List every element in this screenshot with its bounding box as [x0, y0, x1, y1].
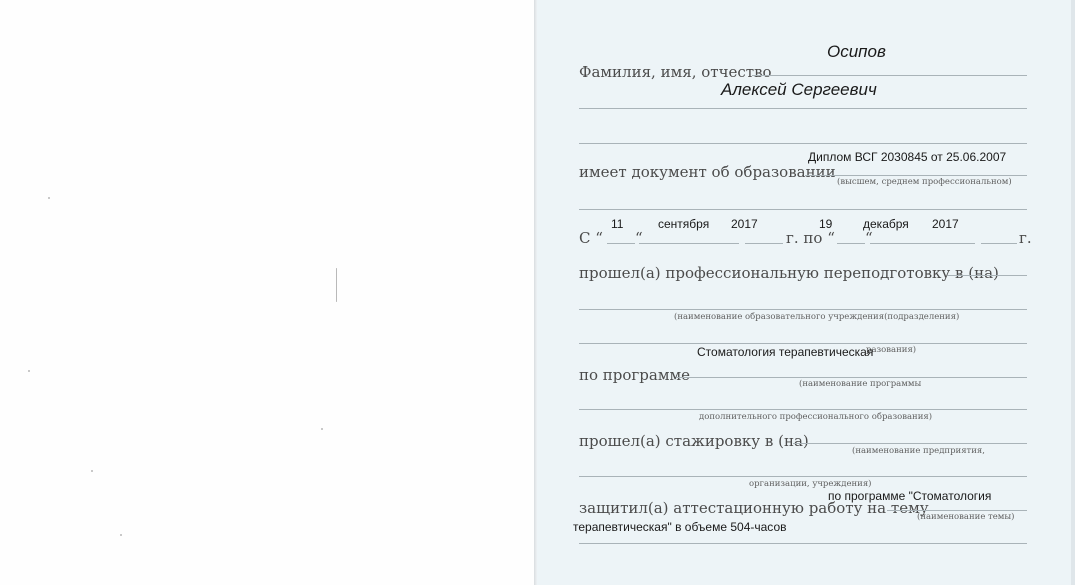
program-value: Стоматология терапевтическая	[697, 345, 874, 359]
rule-line	[870, 243, 975, 244]
from-day: 11	[611, 217, 624, 231]
enterprise-hint: (наименование предприятия,	[852, 446, 985, 456]
internship-label: прошел(а) стажировку в (на)	[579, 432, 809, 450]
retraining-label: прошел(а) профессиональную переподготовку в (на)	[579, 264, 999, 282]
date-from-prefix: С “	[579, 229, 603, 247]
rule-line	[745, 243, 783, 244]
rule-line	[837, 243, 865, 244]
rule-line	[579, 309, 1027, 310]
left-page-blank	[0, 0, 535, 585]
rule-line	[579, 543, 1027, 544]
scan-speck	[321, 428, 323, 430]
thesis-label: защитил(а) аттестационную работу на тему	[579, 499, 929, 517]
scan-speck	[336, 268, 337, 302]
to-year: 2017	[932, 217, 959, 231]
given-names-value: Алексей Сергеевич	[721, 80, 877, 99]
date-year-suffix: г.	[1019, 229, 1032, 247]
rule-line	[579, 108, 1027, 109]
rule-line	[947, 275, 1027, 276]
rule-line	[579, 343, 1027, 344]
program-hint: (наименование программы	[799, 379, 922, 389]
rule-line	[752, 75, 1027, 76]
rule-line	[579, 209, 1027, 210]
thesis-value-line-2: терапевтическая" в объеме 504-часов	[573, 520, 787, 534]
full-name-label: Фамилия, имя, отчество	[579, 63, 772, 81]
to-month: декабря	[863, 217, 909, 231]
thesis-hint: (наименование темы)	[917, 512, 1015, 522]
education-hint: (высшем, среднем профессиональном)	[837, 177, 1012, 187]
rule-line	[887, 510, 1027, 511]
surname-value: Осипов	[827, 42, 886, 61]
rule-line	[676, 377, 1027, 378]
organization-hint: организации, учреждения)	[749, 479, 872, 489]
rule-line	[639, 243, 739, 244]
rule-line	[579, 143, 1027, 144]
program-hint-2: дополнительного профессионального образования)	[699, 412, 933, 422]
rule-line	[579, 476, 1027, 477]
scan-speck	[91, 470, 93, 472]
program-label: по программе	[579, 366, 691, 384]
education-label: имеет документ об образовании	[579, 163, 836, 181]
to-day: 19	[819, 217, 833, 231]
program-hint-top: разования)	[866, 345, 917, 355]
rule-line	[805, 175, 1027, 176]
date-quote-close: “	[635, 229, 643, 247]
scan-speck	[28, 370, 30, 372]
rule-line	[579, 409, 1027, 410]
date-quote-close: “	[865, 229, 873, 247]
institution-hint: (наименование образовательного учреждения(подразделения)	[674, 312, 960, 322]
certificate-page	[537, 0, 1075, 585]
rule-line	[607, 243, 635, 244]
thesis-value-line-1: по программе "Стоматология	[828, 489, 992, 503]
from-year: 2017	[731, 217, 758, 231]
rule-line	[793, 443, 1027, 444]
date-to-label: г. по “	[786, 229, 835, 247]
scan-speck	[48, 197, 50, 199]
education-value: Диплом ВСГ 2030845 от 25.06.2007	[808, 150, 1007, 164]
from-month: сентября	[658, 217, 710, 231]
rule-line	[981, 243, 1017, 244]
page-edge	[1071, 0, 1075, 585]
scan-speck	[120, 534, 122, 536]
